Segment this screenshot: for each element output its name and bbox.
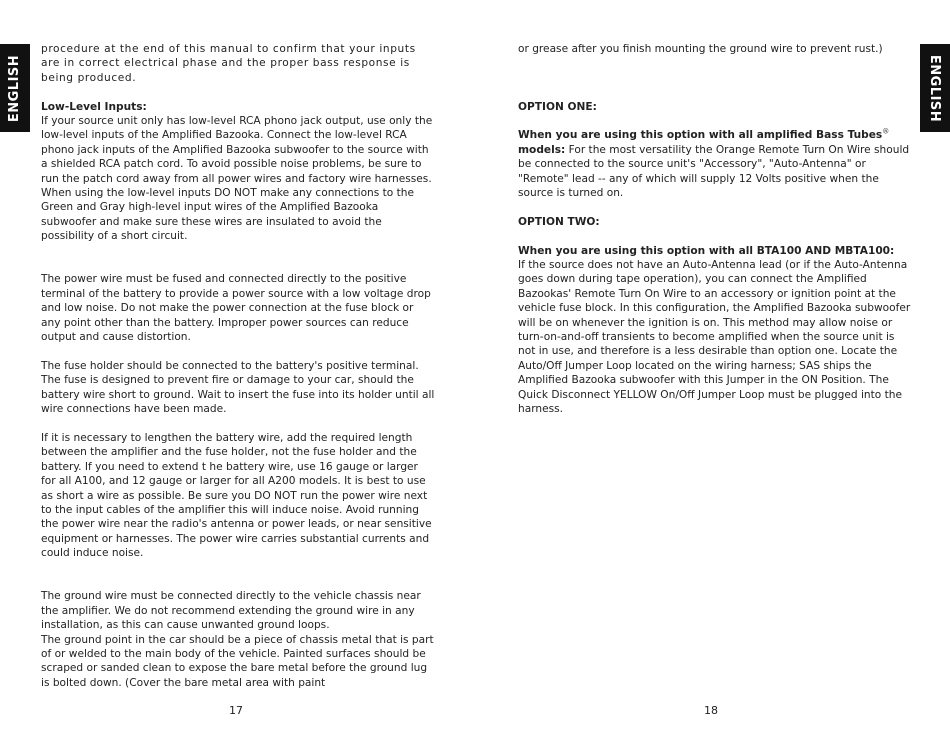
option-one-lead-end: models: bbox=[518, 143, 566, 156]
paragraph-option-one bbox=[518, 128, 911, 200]
language-tab-left bbox=[0, 44, 30, 132]
paragraph: The fuse holder should be connected to the battery's positive terminal. The fuse is designed to prevent fire or damage to your car, should the battery wire short to ground. Wait to insert the fuse into its holder until all wire connections have been made. bbox=[41, 359, 435, 416]
paragraph: If it is necessary to lengthen the battery wire, add the required length between the amplifier and the fuse holder, not the fuse holder and the battery. If you need to extend t he battery wire, use 16 gauge or larger for all A100, and 12 gauge or larger for all A200 models. It is best to use as short a wire as possible. Be sure you DO NOT run the power wire next to the input cables of the amplifier this will induce noise. Avoid running the power wire near the radio's antenna or power leads, or near sensitive equipment or harnesses. The power wire carries substantial currents and could induce noise. bbox=[41, 431, 432, 560]
language-tab-label: ENGLISH bbox=[927, 54, 943, 122]
section-heading-option-one: OPTION ONE: bbox=[518, 100, 597, 113]
paragraph: The ground point in the car should be a piece of chassis metal that is part of or welded to the main body of the vehicle. Painted surfaces should be scraped or sanded clean to expose the bare metal before the ground lug is bolted down. (Cover the bare metal area with paint bbox=[41, 633, 434, 689]
right-page-column bbox=[518, 42, 911, 416]
paragraph: procedure at the end of this manual to confirm that your inputs are in correct electrical phase and the proper bass response is being produced. bbox=[41, 43, 416, 84]
registered-mark: ® bbox=[882, 127, 890, 136]
option-two-body: If the source does not have an Auto-Antenna lead (or if the Auto-Antenna goes down during tape operation), you can connect the Amplified Bazookas' Remote Turn On Wire to an accessory or ignition point at the vehicle fuse block. In this configuration, the Amplified Bazooka subwoofer will be on whenever the ignition is on. This method may allow noise or turn-on-and-off transients to become amplified when the source unit is not in use, and therefore is a less desirable than option one. Locate the Auto/Off Jumper Loop located on the wiring harness; SAS ships the Amplified Bazooka subwoofer with this Jumper in the ON Position. The Quick Disconnect YELLOW On/Off Jumper Loop must be plugged into the harness. bbox=[518, 259, 911, 416]
paragraph: The power wire must be fused and connected directly to the positive terminal of the battery to provide a power source with a low voltage drop and low noise. Do not make the power connection at the fuse block or any point other than the battery. Improper power sources can reduce output and cause distortion. bbox=[41, 273, 431, 344]
option-one-lead: When you are using this option with all amplified Bass Tubes bbox=[518, 129, 883, 142]
paragraph: or grease after you finish mounting the ground wire to prevent rust.) bbox=[518, 43, 883, 55]
language-tab-label: ENGLISH bbox=[7, 54, 23, 122]
page-number-left: 17 bbox=[229, 704, 243, 717]
left-page-column bbox=[41, 42, 435, 690]
paragraph: The ground wire must be connected directly to the vehicle chassis near the amplifier. We do not recommend extending the ground wire in any installation, as this can cause unwanted ground loops. bbox=[41, 590, 421, 632]
option-one-body: For the most versatility the Orange Remote Turn On Wire should be connected to the source unit's "Accessory", "Auto-Antenna" or "Remote" lead -- any of which will supply 12 Volts positive when the source is turned on. bbox=[518, 143, 910, 200]
language-tab-right bbox=[920, 44, 950, 132]
page-number-right: 18 bbox=[704, 704, 718, 717]
option-two-lead: When you are using this option with all BTA100 AND MBTA100: bbox=[518, 244, 895, 257]
paragraph: If your source unit only has low-level RCA phono jack output, use only the low-level inputs of the Amplified Bazooka. Connect the low-level RCA phono jack inputs of the Amplified Bazooka subwoofer to the source with a shielded RCA patch cord. To avoid possible noise problems, be sure to run the patch cord away from all power wires and factory wire harnesses. When using the low-level inputs DO NOT make any connections to the Green and Gray high-level input wires of the Amplified Bazooka subwoofer and make sure these wires are insulated to avoid the possibility of a short circuit. bbox=[41, 115, 433, 243]
section-heading-low-level-inputs: Low-Level Inputs: bbox=[41, 100, 147, 113]
section-heading-option-two: OPTION TWO: bbox=[518, 215, 600, 228]
